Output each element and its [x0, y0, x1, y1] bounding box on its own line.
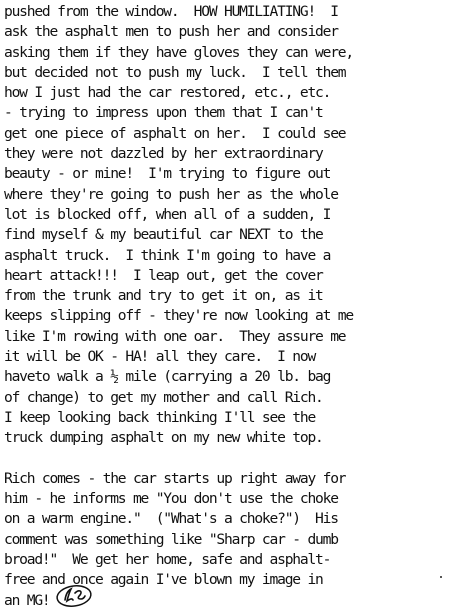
text-line: find myself & my beautiful car NEXT to the [4, 226, 323, 244]
paragraph-break [4, 449, 450, 469]
text-line: they were not dazzled by her extraordinary [4, 145, 323, 163]
text-line: haveto walk a ½ mile (carrying a 20 lb. bag [4, 368, 331, 386]
text-line: broad!" We get her home, safe and asphalt- [4, 551, 331, 569]
text-line: of change) to get my mother and call Rich. [4, 388, 323, 406]
text-line: Rich comes - the car starts up right away for [4, 469, 346, 487]
text-line: get one piece of asphalt on her. I could see [4, 124, 346, 142]
text-line: asphalt truck. I think I'm going to have a [4, 246, 331, 264]
text-line: pushed from the window. HOW HUMILIATING! I [4, 3, 338, 20]
text-line: on a warm engine." ("What's a choke?") His [4, 510, 338, 528]
text-line: ask the asphalt men to push her and consider [4, 23, 338, 41]
text-line: how I just had the car restored, etc., etc. [4, 84, 331, 102]
text-line: like I'm rowing with one oar. They assure me [4, 327, 346, 345]
signature-drawing [54, 583, 94, 609]
text-line: keeps slipping off - they're now looking at me [4, 307, 353, 325]
text-line: I keep looking back thinking I'll see the [4, 408, 316, 426]
text-block [4, 2, 450, 613]
text-line: lot is blocked off, when all of a sudden, I [4, 205, 331, 223]
handwritten-initials-icon [54, 583, 94, 614]
text-line: from the trunk and try to get it on, as it [4, 287, 323, 305]
paragraph-2 [4, 469, 450, 613]
scan-speck [440, 576, 442, 578]
final-line: an MG! [4, 592, 50, 610]
text-line: - trying to impress upon them that I can't [4, 104, 323, 122]
text-line: comment was something like "Sharp car - dumb [4, 530, 338, 548]
text-line: free and once again I've blown my image in [4, 571, 323, 589]
paragraph-1 [4, 2, 450, 449]
text-line: beauty - or mine! I'm trying to figure out [4, 165, 331, 183]
text-line: it will be OK - HA! all they care. I now [4, 348, 316, 366]
text-line: but decided not to push my luck. I tell them [4, 63, 346, 81]
text-line: heart attack!!! I leap out, get the cover [4, 266, 323, 284]
final-line-row [4, 591, 450, 613]
text-line: asking them if they have gloves they can were, [4, 43, 353, 61]
text-line: truck dumping asphalt on my new white top. [4, 429, 323, 447]
text-line: where they're going to push her as the whole [4, 185, 338, 203]
text-line: him - he informs me "You don't use the choke [4, 490, 338, 508]
